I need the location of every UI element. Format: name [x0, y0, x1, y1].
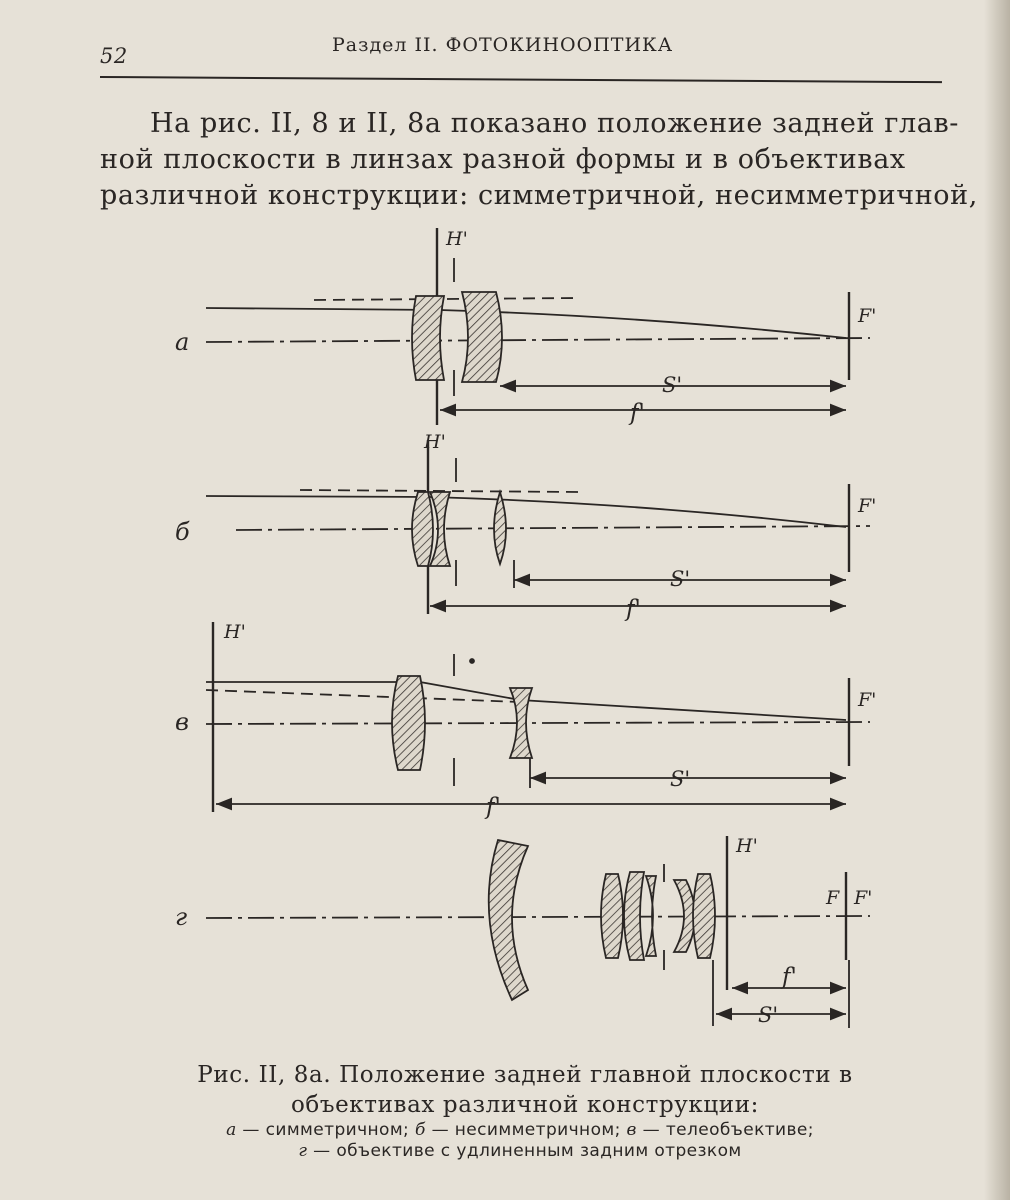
panel-c [175, 621, 876, 820]
panel-d [175, 835, 872, 1028]
panel-d-letter: г [175, 903, 188, 931]
caption-line-2: объективах различной конструкции: [290, 1092, 760, 1118]
panel-a-back-focal: S' [662, 373, 683, 397]
panel-a-focal-length: f' [630, 400, 645, 426]
intro-line-1: На рис. II, 8 и II, 8а показано положение задней глав- [150, 108, 960, 139]
panel-d-focus-front: F [826, 887, 840, 909]
panel-a-letter: а [175, 328, 190, 356]
panel-b-principal-plane: H' [424, 431, 446, 453]
legend-text-b: — несимметричном; [425, 1120, 627, 1140]
panel-c-focal-length: f' [486, 794, 501, 820]
panel-a [175, 228, 876, 426]
panel-c-principal-plane: H' [224, 621, 246, 643]
panel-b-letter: б [175, 518, 190, 546]
lens-diagram-figure [0, 215, 1010, 1055]
legend-line-2 [150, 1141, 890, 1162]
running-head: Раздел II. ФОТОКИНООПТИКА [332, 34, 674, 56]
intro-paragraph [100, 106, 978, 214]
panel-b-focal-length: f' [626, 596, 641, 622]
caption-line-1: Рис. II, 8а. Положение задней главной плоскости в [197, 1062, 853, 1088]
figure-caption [160, 1060, 890, 1120]
panel-a-principal-plane: H' [446, 228, 468, 250]
intro-line-2: ной плоскости в линзах разной формы и в объективах [100, 144, 906, 175]
legend-text-c: — телеобъективе; [636, 1120, 814, 1140]
panel-b-focus: F' [858, 495, 877, 517]
panel-d-focal-length: f' [782, 964, 797, 990]
intro-line-3: различной конструкции: симметричной, несимметричной, [100, 180, 978, 211]
panel-d-back-focal: S' [758, 1003, 779, 1027]
panel-c-letter: в [175, 708, 189, 736]
figure-legend [150, 1120, 890, 1162]
panel-c-back-focal: S' [670, 767, 691, 791]
page-number: 52 [100, 44, 128, 68]
legend-text-a: — симметричном; [236, 1120, 415, 1140]
panel-d-focus: F' [854, 887, 873, 909]
panel-d-principal-plane: H' [736, 835, 758, 857]
panel-a-focus: F' [858, 305, 877, 327]
legend-key-a: а [226, 1120, 237, 1140]
legend-line-1 [150, 1120, 890, 1141]
panel-b [175, 431, 876, 622]
legend-key-d: г [298, 1141, 308, 1161]
panel-b-back-focal: S' [670, 567, 691, 591]
legend-text-d: — объективе с удлиненным задним отрезком [307, 1141, 742, 1161]
header-rule [100, 76, 942, 83]
panel-c-focus: F' [858, 689, 877, 711]
legend-key-b: б [415, 1120, 426, 1140]
legend-key-c: в [626, 1120, 637, 1140]
